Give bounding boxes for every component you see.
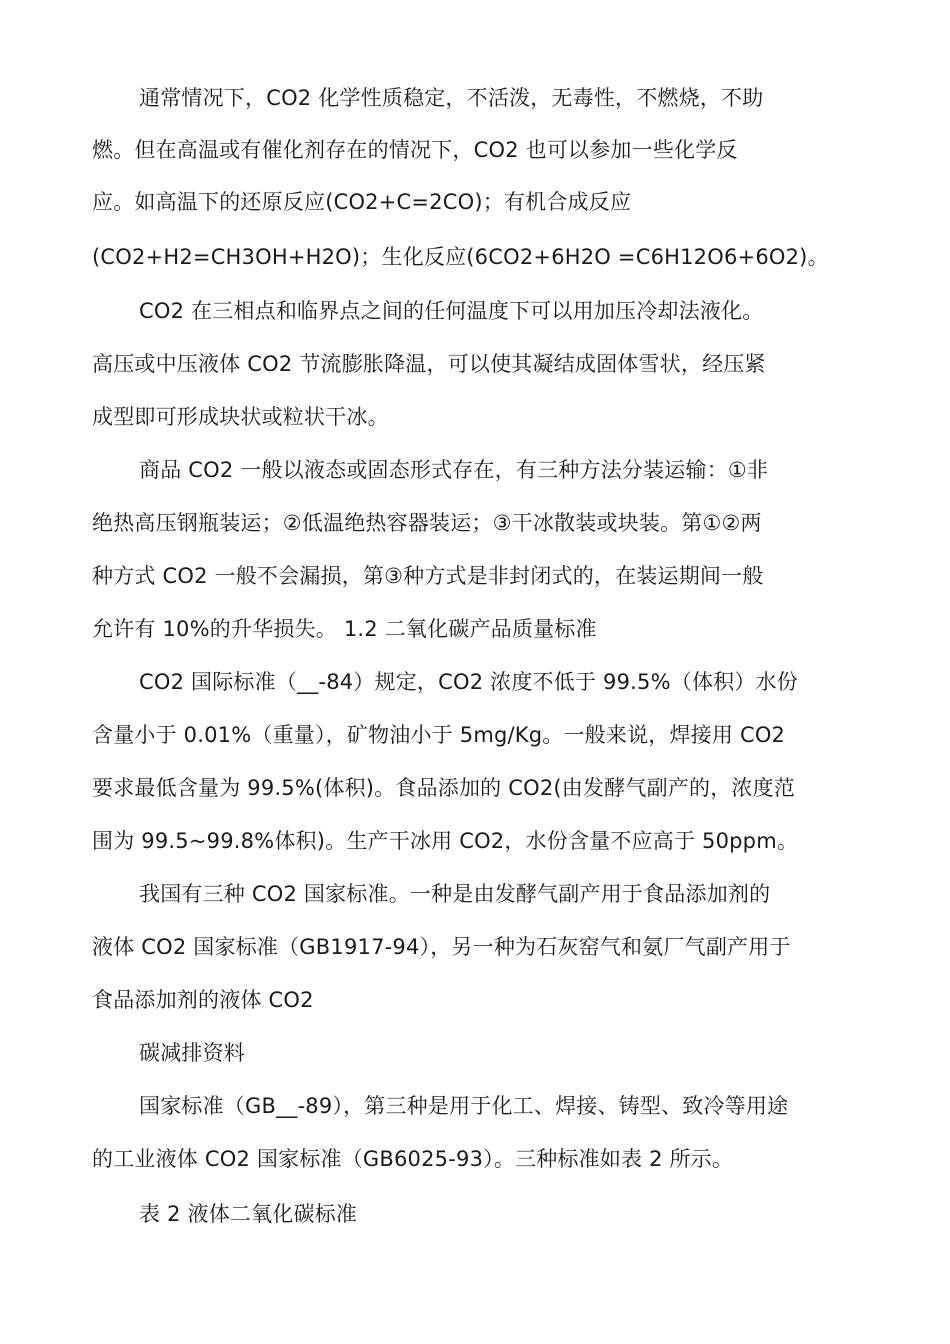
text-line: 种方式 CO2 一般不会漏损，第③种方式是非封闭式的，在装运期间一般: [92, 564, 764, 588]
table-caption: 表 2 液体二氧化碳标准: [139, 1202, 358, 1226]
text-line: 商品 CO2 一般以液态或固态形式存在，有三种方法分装运输：①非: [139, 458, 769, 482]
text-line: (CO2+H2=CH3OH+H2O)；生化反应(6CO2+6H2O =C6H12O6+6O2)。: [92, 245, 829, 269]
text-line: 绝热高压钢瓶装运；②低温绝热容器装运；③干冰散装或块装。第①②两: [92, 511, 762, 535]
text-line: 国家标准（GB__-89），第三种是用于化工、焊接、铸型、致冷等用途: [139, 1094, 789, 1118]
text-line: 允许有 10%的升华损失。 1.2 二氧化碳产品质量标准: [92, 617, 597, 641]
text-line: 燃。但在高温或有催化剂存在的情况下，CO2 也可以参加一些化学反: [92, 138, 738, 162]
section-label: 碳减排资料: [139, 1041, 245, 1065]
text-line: 应。如高温下的还原反应(CO2+C=2CO)；有机合成反应: [92, 190, 632, 214]
text-line: 通常情况下，CO2 化学性质稳定，不活泼，无毒性，不燃烧，不助: [139, 86, 764, 110]
text-line: 高压或中压液体 CO2 节流膨胀降温，可以使其凝结成固体雪状，经压紧: [92, 352, 766, 376]
text-line: 液体 CO2 国家标准（GB1917-94），另一种为石灰窑气和氨厂气副产用于: [92, 935, 791, 959]
text-line: 成型即可形成块状或粒状干冰。: [92, 405, 389, 429]
text-line: 食品添加剂的液体 CO2: [92, 988, 314, 1012]
text-line: 围为 99.5~99.8%体积)。生产干冰用 CO2，水份含量不应高于 50ppm。: [92, 829, 799, 853]
text-line: CO2 在三相点和临界点之间的任何温度下可以用加压冷却法液化。: [139, 299, 764, 323]
text-line: CO2 国际标准（__-84）规定，CO2 浓度不低于 99.5%（体积）水份: [139, 670, 798, 694]
text-line: 我国有三种 CO2 国家标准。一种是由发酵气副产用于食品添加剂的: [139, 882, 771, 906]
text-line: 的工业液体 CO2 国家标准（GB6025-93）。三种标准如表 2 所示。: [92, 1147, 734, 1171]
text-line: 含量小于 0.01%（重量），矿物油小于 5mg/Kg。一般来说，焊接用 CO2: [92, 723, 786, 747]
text-line: 要求最低含量为 99.5%(体积)。食品添加的 CO2(由发酵气副产的，浓度范: [92, 776, 795, 800]
